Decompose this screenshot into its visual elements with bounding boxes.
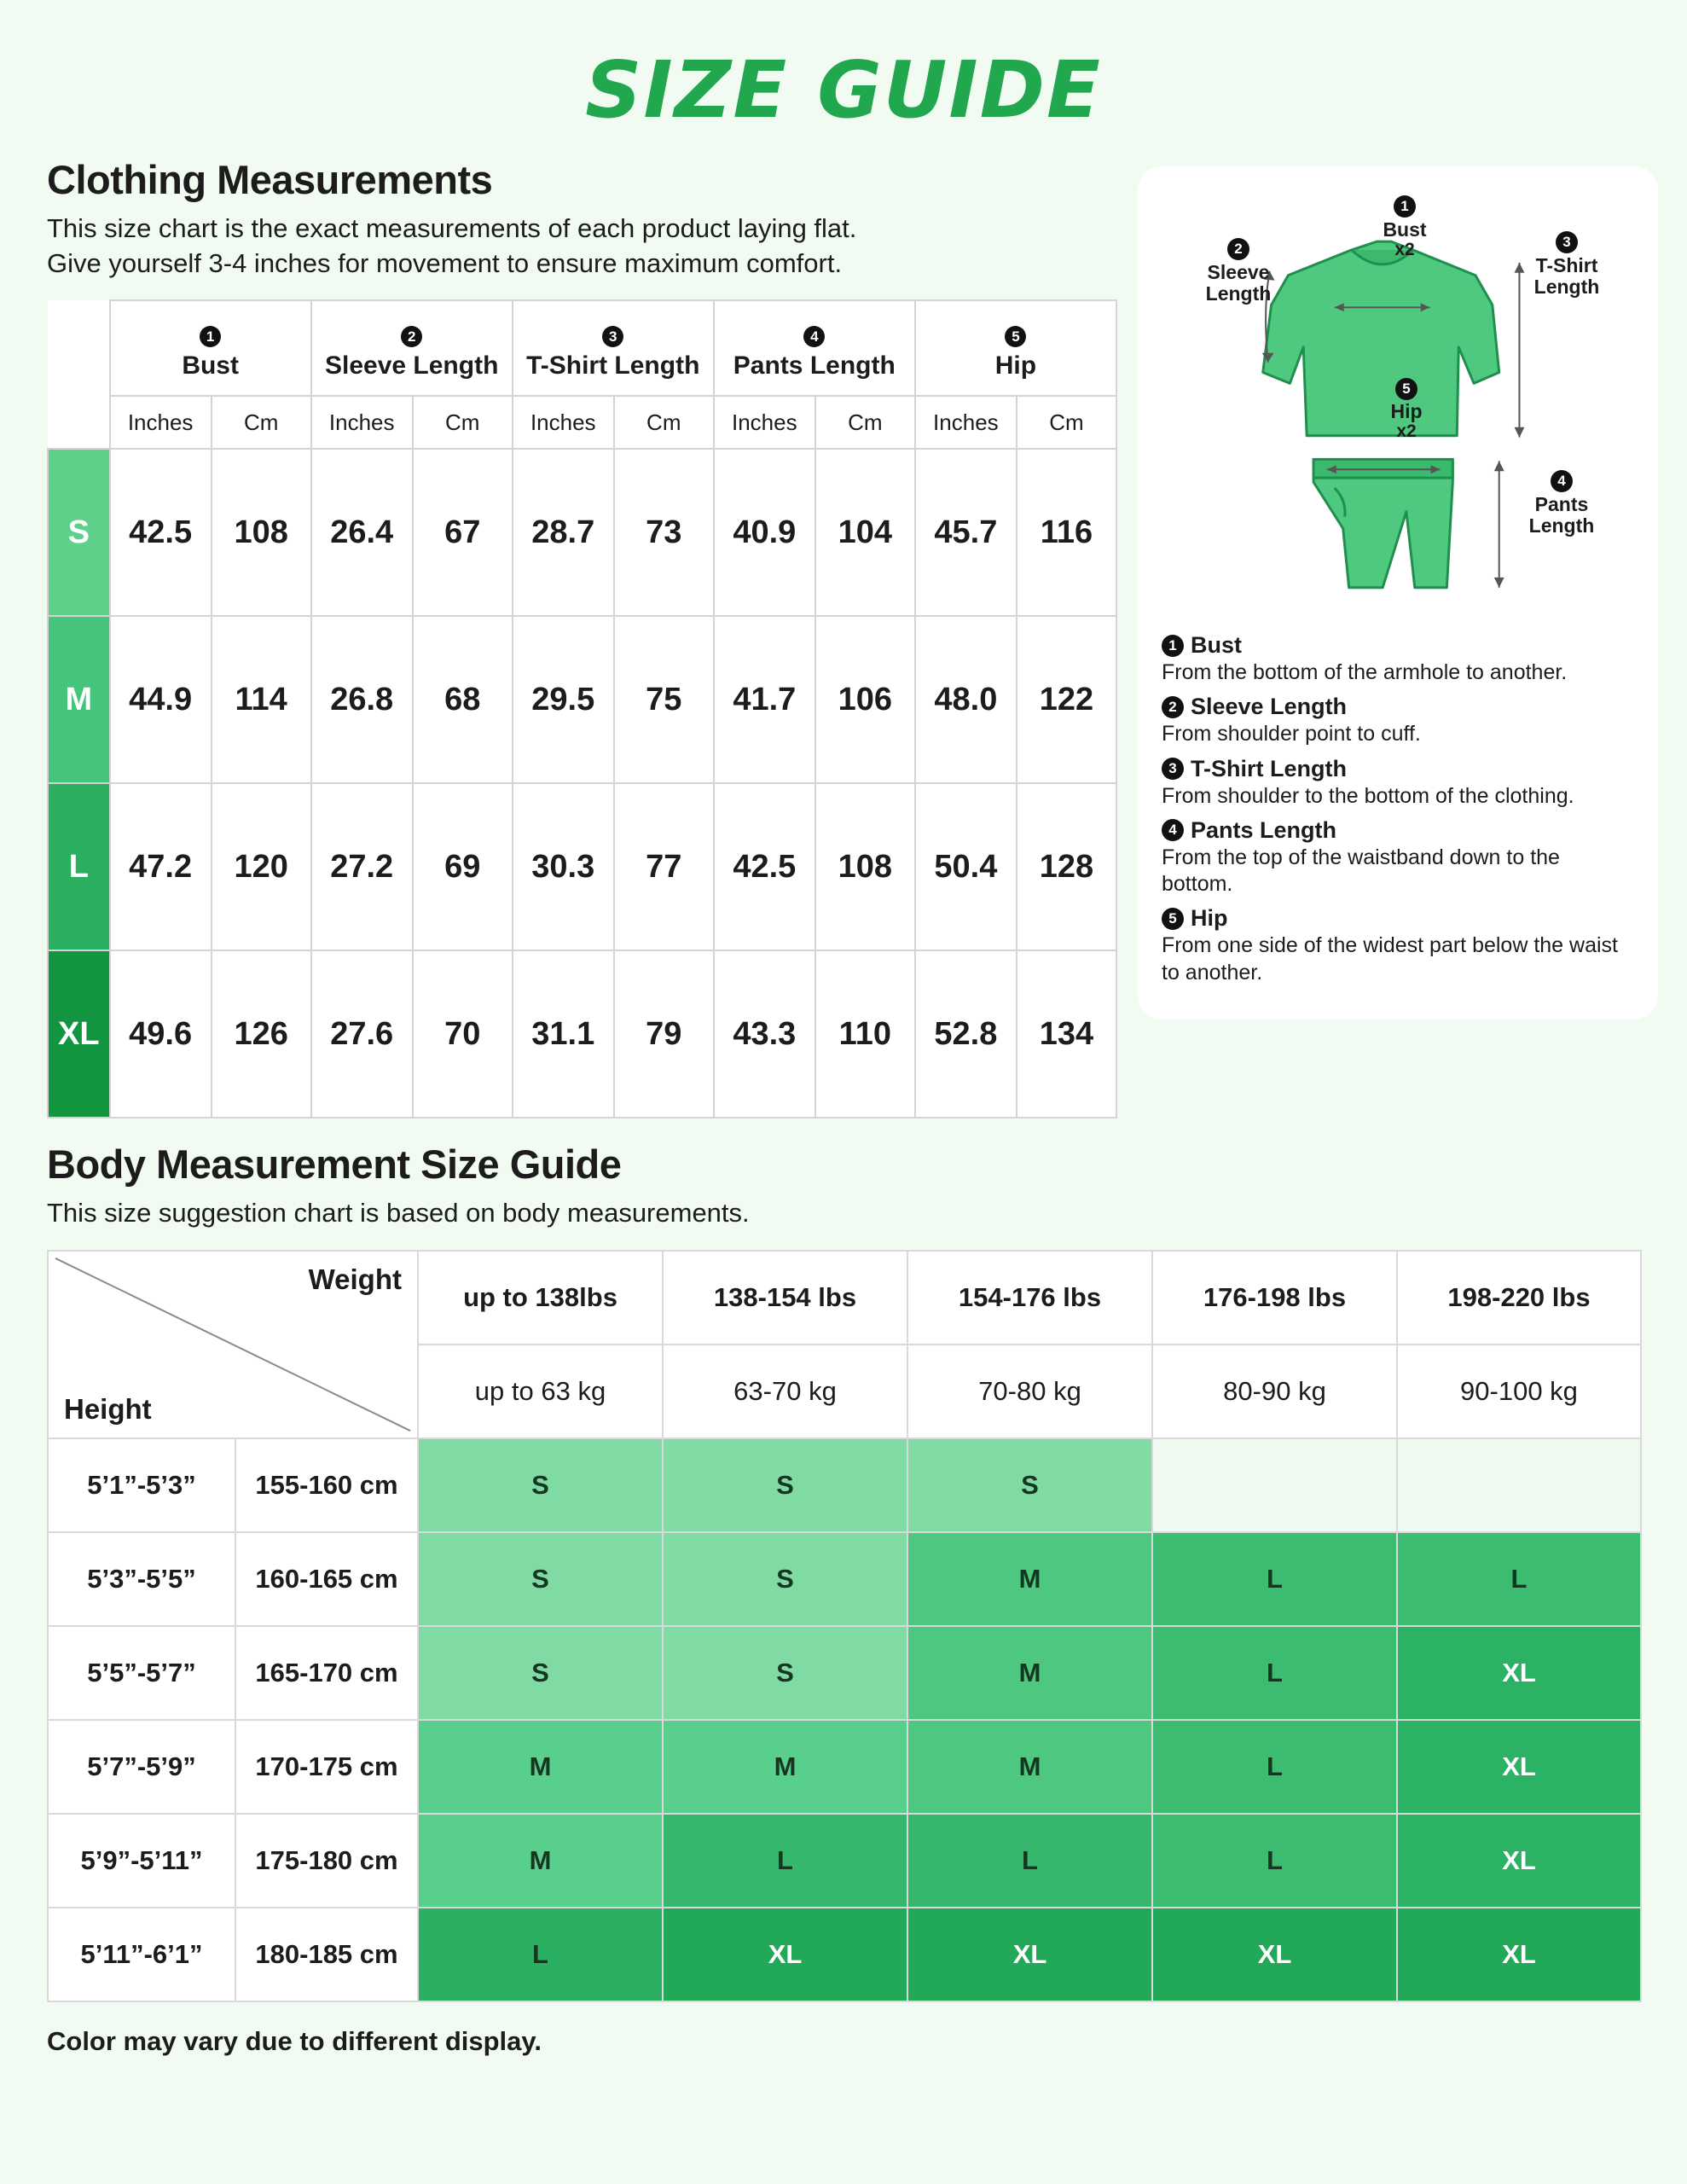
legend-desc: From the bottom of the armhole to another. [1162, 660, 1568, 684]
size-cell: M [907, 1532, 1152, 1626]
size-cell: M [418, 1814, 663, 1908]
legend-item-pants-length [1162, 817, 1634, 898]
height-cm: 165-170 cm [235, 1626, 418, 1720]
group-header-tshirt-length [513, 300, 714, 396]
legend-desc: From shoulder point to cuff. [1162, 722, 1421, 746]
badge-3-icon: 3 [1162, 758, 1184, 780]
cell: 45.7 [915, 449, 1017, 616]
size-cell: M [663, 1720, 907, 1814]
label-bust-x2: x2 [1394, 240, 1415, 260]
height-ft: 5’9”-5’11” [48, 1814, 235, 1908]
badge-4-icon: 4 [1162, 819, 1184, 841]
height-ft: 5’7”-5’9” [48, 1720, 235, 1814]
label-tshirt-length [1511, 231, 1622, 299]
size-cell: M [907, 1626, 1152, 1720]
label-pants-text: Pants Length [1528, 493, 1595, 537]
label-hip-text: Hip [1390, 400, 1423, 422]
cell: 134 [1017, 950, 1116, 1118]
size-cell: XL [1152, 1908, 1397, 2001]
legend-desc: From the top of the waistband down to the bottom. [1162, 845, 1560, 896]
size-cell: XL [907, 1908, 1152, 2001]
cell: 27.2 [311, 783, 413, 950]
unit-header: Inches [110, 396, 212, 449]
legend-item-bust [1162, 632, 1634, 686]
table-row [48, 783, 1116, 950]
body-header-lbs [48, 1251, 1641, 1345]
unit-header: Cm [413, 396, 513, 449]
size-cell: S [663, 1532, 907, 1626]
cell: 26.8 [311, 616, 413, 783]
label-sleeve-length [1187, 238, 1290, 305]
cell: 79 [614, 950, 714, 1118]
size-cell: L [663, 1814, 907, 1908]
height-cm: 170-175 cm [235, 1720, 418, 1814]
table-header-groups [48, 300, 1116, 396]
axis-corner-cell [48, 1251, 418, 1438]
measurement-illustration-card [1138, 166, 1658, 1019]
legend-item-sleeve-length [1162, 694, 1634, 747]
size-cell: XL [1397, 1626, 1641, 1720]
clothing-sub-line2: Give yourself 3-4 inches for movement to ensure maximum comfort. [47, 248, 843, 279]
height-cm: 180-185 cm [235, 1908, 418, 2001]
clothing-measurements-table [47, 299, 1117, 1118]
legend-title: Hip [1191, 905, 1228, 932]
badge-2-icon: 2 [401, 326, 422, 347]
clothing-measurements-column [47, 148, 1117, 1118]
table-row [48, 950, 1116, 1118]
size-cell: S [418, 1438, 663, 1532]
size-cell: S [663, 1626, 907, 1720]
cell: 108 [815, 783, 915, 950]
illustration-column [1138, 148, 1658, 1019]
clothing-sub-line1: This size chart is the exact measurements of each product laying flat. [47, 213, 857, 243]
height-cm: 160-165 cm [235, 1532, 418, 1626]
height-axis-label: Height [64, 1392, 152, 1425]
corner-cell [48, 300, 110, 449]
legend-item-tshirt-length [1162, 756, 1634, 810]
weight-lbs-header: 138-154 lbs [663, 1251, 907, 1345]
legend-title: Sleeve Length [1191, 694, 1348, 720]
size-label-xl: XL [48, 950, 110, 1118]
size-cell: L [418, 1908, 663, 2001]
legend-title: Bust [1191, 632, 1242, 658]
weight-kg-header: 63-70 kg [663, 1345, 907, 1438]
label-hip-x2: x2 [1396, 421, 1417, 442]
cell: 27.6 [311, 950, 413, 1118]
cell: 75 [614, 616, 714, 783]
table-row [48, 616, 1116, 783]
cell: 128 [1017, 783, 1116, 950]
size-cell [1152, 1438, 1397, 1532]
top-section [47, 148, 1640, 1118]
legend-desc: From shoulder to the bottom of the clothing. [1162, 783, 1574, 808]
size-cell: M [907, 1720, 1152, 1814]
cell: 116 [1017, 449, 1116, 616]
label-tshirt-text: T-Shirt Length [1533, 254, 1600, 299]
cell: 70 [413, 950, 513, 1118]
cell: 41.7 [714, 616, 815, 783]
cell: 42.5 [714, 783, 815, 950]
height-ft: 5’5”-5’7” [48, 1626, 235, 1720]
body-heading: Body Measurement Size Guide [47, 1141, 622, 1188]
size-cell: L [1152, 1720, 1397, 1814]
table-header-units [48, 396, 1116, 449]
unit-header: Inches [714, 396, 815, 449]
cell: 52.8 [915, 950, 1017, 1118]
footer-note: Color may vary due to different display. [47, 2025, 542, 2056]
height-cm: 155-160 cm [235, 1438, 418, 1532]
cell: 110 [815, 950, 915, 1118]
cell: 44.9 [110, 616, 212, 783]
unit-header: Inches [311, 396, 413, 449]
size-label-l: L [48, 783, 110, 950]
height-cm: 175-180 cm [235, 1814, 418, 1908]
cell: 26.4 [311, 449, 413, 616]
unit-header: Inches [915, 396, 1017, 449]
size-cell: L [1152, 1532, 1397, 1626]
table-row [48, 1720, 1641, 1814]
badge-3-icon: 3 [1556, 231, 1578, 253]
cell: 126 [212, 950, 311, 1118]
size-cell: S [907, 1438, 1152, 1532]
badge-4-icon: 4 [803, 326, 825, 347]
size-cell [1397, 1438, 1641, 1532]
cell: 122 [1017, 616, 1116, 783]
page-title: SIZE GUIDE [585, 44, 1102, 136]
unit-header: Cm [1017, 396, 1116, 449]
size-cell: L [907, 1814, 1152, 1908]
weight-kg-header: 90-100 kg [1397, 1345, 1641, 1438]
cell: 31.1 [513, 950, 614, 1118]
cell: 77 [614, 783, 714, 950]
badge-2-icon: 2 [1162, 696, 1184, 718]
cell: 43.3 [714, 950, 815, 1118]
cell: 30.3 [513, 783, 614, 950]
body-sub: This size suggestion chart is based on body measurements. [47, 1198, 750, 1228]
height-ft: 5’3”-5’5” [48, 1532, 235, 1626]
garment-diagram [1162, 189, 1634, 632]
badge-5-icon: 5 [1005, 326, 1026, 347]
cell: 49.6 [110, 950, 212, 1118]
size-cell: S [418, 1626, 663, 1720]
size-cell: XL [1397, 1814, 1641, 1908]
badge-5-icon: 5 [1395, 378, 1417, 400]
badge-1-icon: 1 [1394, 195, 1416, 218]
cell: 108 [212, 449, 311, 616]
legend-title: T-Shirt Length [1191, 755, 1347, 781]
group-header-sleeve-length [311, 300, 513, 396]
badge-1-icon: 1 [200, 326, 221, 347]
height-ft: 5’1”-5’3” [48, 1438, 235, 1532]
legend-item-hip [1162, 905, 1634, 986]
table-row [48, 1908, 1641, 2001]
label-pants-length [1506, 470, 1617, 537]
badge-3-icon: 3 [602, 326, 623, 347]
unit-header: Cm [815, 396, 915, 449]
body-measurement-section [47, 1141, 1640, 2056]
cell: 68 [413, 616, 513, 783]
table-row [48, 1438, 1641, 1532]
weight-lbs-header: 176-198 lbs [1152, 1251, 1397, 1345]
weight-lbs-header: 154-176 lbs [907, 1251, 1152, 1345]
unit-header: Cm [614, 396, 714, 449]
group-label: Bust [182, 351, 239, 380]
cell: 47.2 [110, 783, 212, 950]
cell: 104 [815, 449, 915, 616]
table-row [48, 449, 1116, 616]
size-label-s: S [48, 449, 110, 616]
legend-desc: From one side of the widest part below the waist to another. [1162, 933, 1618, 985]
badge-4-icon: 4 [1551, 470, 1573, 492]
legend-title: Pants Length [1191, 816, 1337, 843]
table-row [48, 1532, 1641, 1626]
cell: 40.9 [714, 449, 815, 616]
size-cell: XL [1397, 1720, 1641, 1814]
size-cell: L [1152, 1814, 1397, 1908]
label-hip [1359, 378, 1453, 442]
weight-kg-header: up to 63 kg [418, 1345, 663, 1438]
size-cell: S [418, 1532, 663, 1626]
cell: 106 [815, 616, 915, 783]
weight-lbs-header: up to 138lbs [418, 1251, 663, 1345]
body-measurement-table [47, 1250, 1642, 2002]
cell: 120 [212, 783, 311, 950]
label-bust [1358, 195, 1452, 260]
cell: 73 [614, 449, 714, 616]
size-cell: L [1397, 1532, 1641, 1626]
size-cell: L [1152, 1626, 1397, 1720]
unit-header: Cm [212, 396, 311, 449]
cell: 28.7 [513, 449, 614, 616]
group-label: Sleeve Length [325, 351, 499, 380]
size-cell: S [663, 1438, 907, 1532]
measurement-legend [1162, 632, 1634, 986]
weight-kg-header: 70-80 kg [907, 1345, 1152, 1438]
clothing-heading: Clothing Measurements [47, 157, 493, 202]
cell: 48.0 [915, 616, 1017, 783]
badge-2-icon: 2 [1227, 238, 1249, 260]
cell: 114 [212, 616, 311, 783]
cell: 67 [413, 449, 513, 616]
size-cell: XL [663, 1908, 907, 2001]
weight-lbs-header: 198-220 lbs [1397, 1251, 1641, 1345]
badge-5-icon: 5 [1162, 908, 1184, 930]
size-cell: XL [1397, 1908, 1641, 2001]
group-label: T-Shirt Length [526, 351, 700, 380]
cell: 42.5 [110, 449, 212, 616]
cell: 50.4 [915, 783, 1017, 950]
weight-kg-header: 80-90 kg [1152, 1345, 1397, 1438]
group-label: Hip [994, 351, 1037, 380]
group-header-hip [915, 300, 1116, 396]
cell: 69 [413, 783, 513, 950]
group-header-pants-length [714, 300, 915, 396]
weight-axis-label: Weight [308, 1263, 402, 1295]
unit-header: Inches [513, 396, 614, 449]
label-sleeve-text: Sleeve Length [1205, 261, 1272, 305]
size-cell: M [418, 1720, 663, 1814]
group-label: Pants Length [733, 351, 896, 380]
label-bust-text: Bust [1383, 218, 1427, 241]
group-header-bust [110, 300, 311, 396]
table-row [48, 1814, 1641, 1908]
height-ft: 5’11”-6’1” [48, 1908, 235, 2001]
cell: 29.5 [513, 616, 614, 783]
badge-1-icon: 1 [1162, 635, 1184, 657]
table-row [48, 1626, 1641, 1720]
size-label-m: M [48, 616, 110, 783]
